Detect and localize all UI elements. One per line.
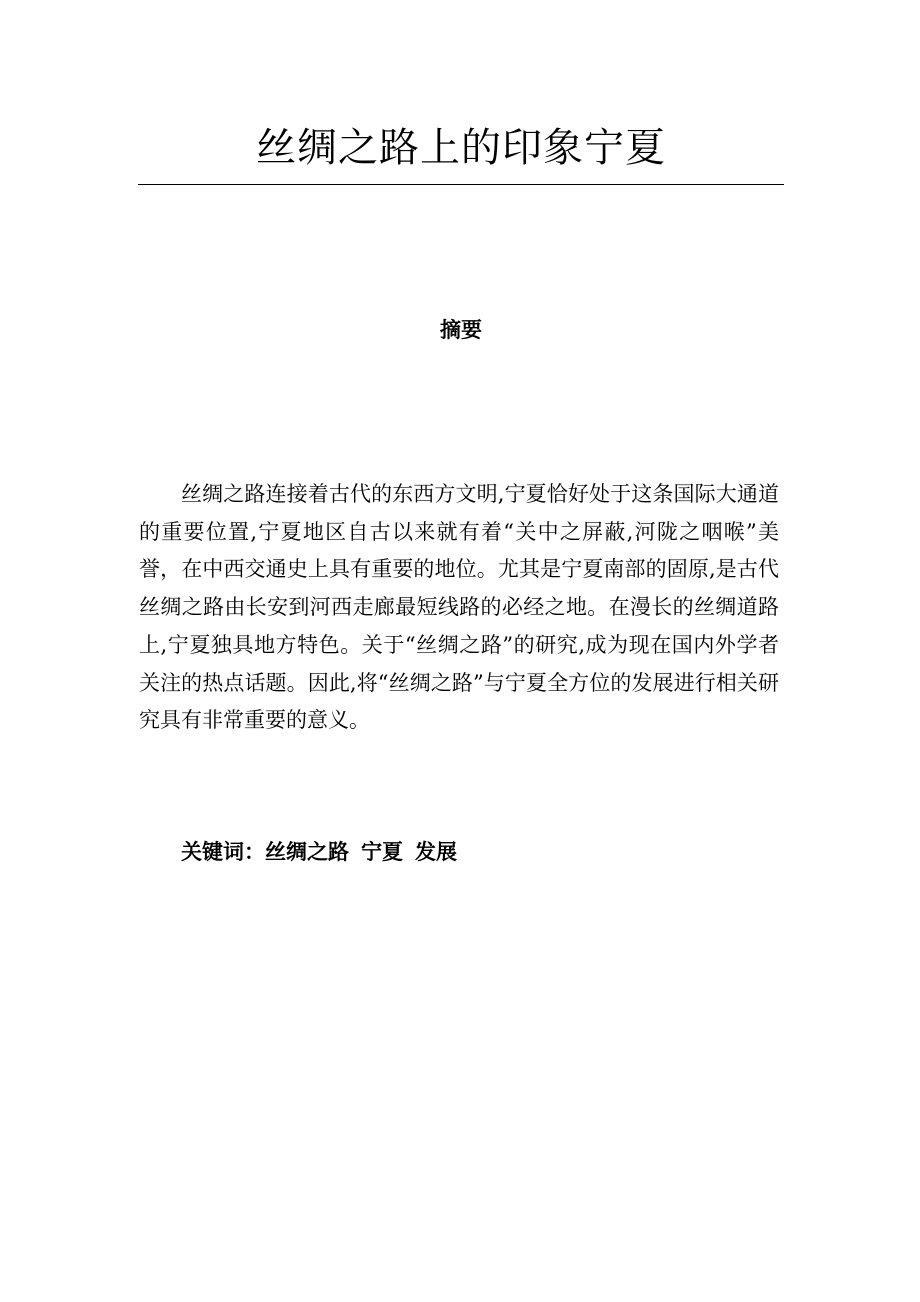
keywords-label: 关键词： <box>181 840 265 864</box>
keyword-item: 发展 <box>415 840 457 864</box>
keywords-line <box>181 834 781 870</box>
abstract-body: 丝绸之路连接着古代的东西方文明,宁夏恰好处于这条国际大通道的重要位置,宁夏地区自古以来就有着“关中之屏蔽,河陇之咽喉”美誉，在中西交通史上具有重要的地位。尤其是宁夏南部的固原,是古代丝绸之路由长安到河西走廊最短线路的必经之地。在漫长的丝绸道路上,宁夏独具地方特色。关于“丝绸之路”的研究,成为现在国内外学者关注的热点话题。因此,将“丝绸之路”与宁夏全方位的发展进行相关研究具有非常重要的意义。 <box>139 482 779 733</box>
keyword-item: 丝绸之路 <box>265 840 349 864</box>
document-title: 丝绸之路上的印象宁夏 <box>256 125 666 171</box>
title-divider <box>138 184 784 185</box>
keyword-item: 宁夏 <box>361 840 403 864</box>
abstract-heading: 摘要 <box>440 318 482 342</box>
